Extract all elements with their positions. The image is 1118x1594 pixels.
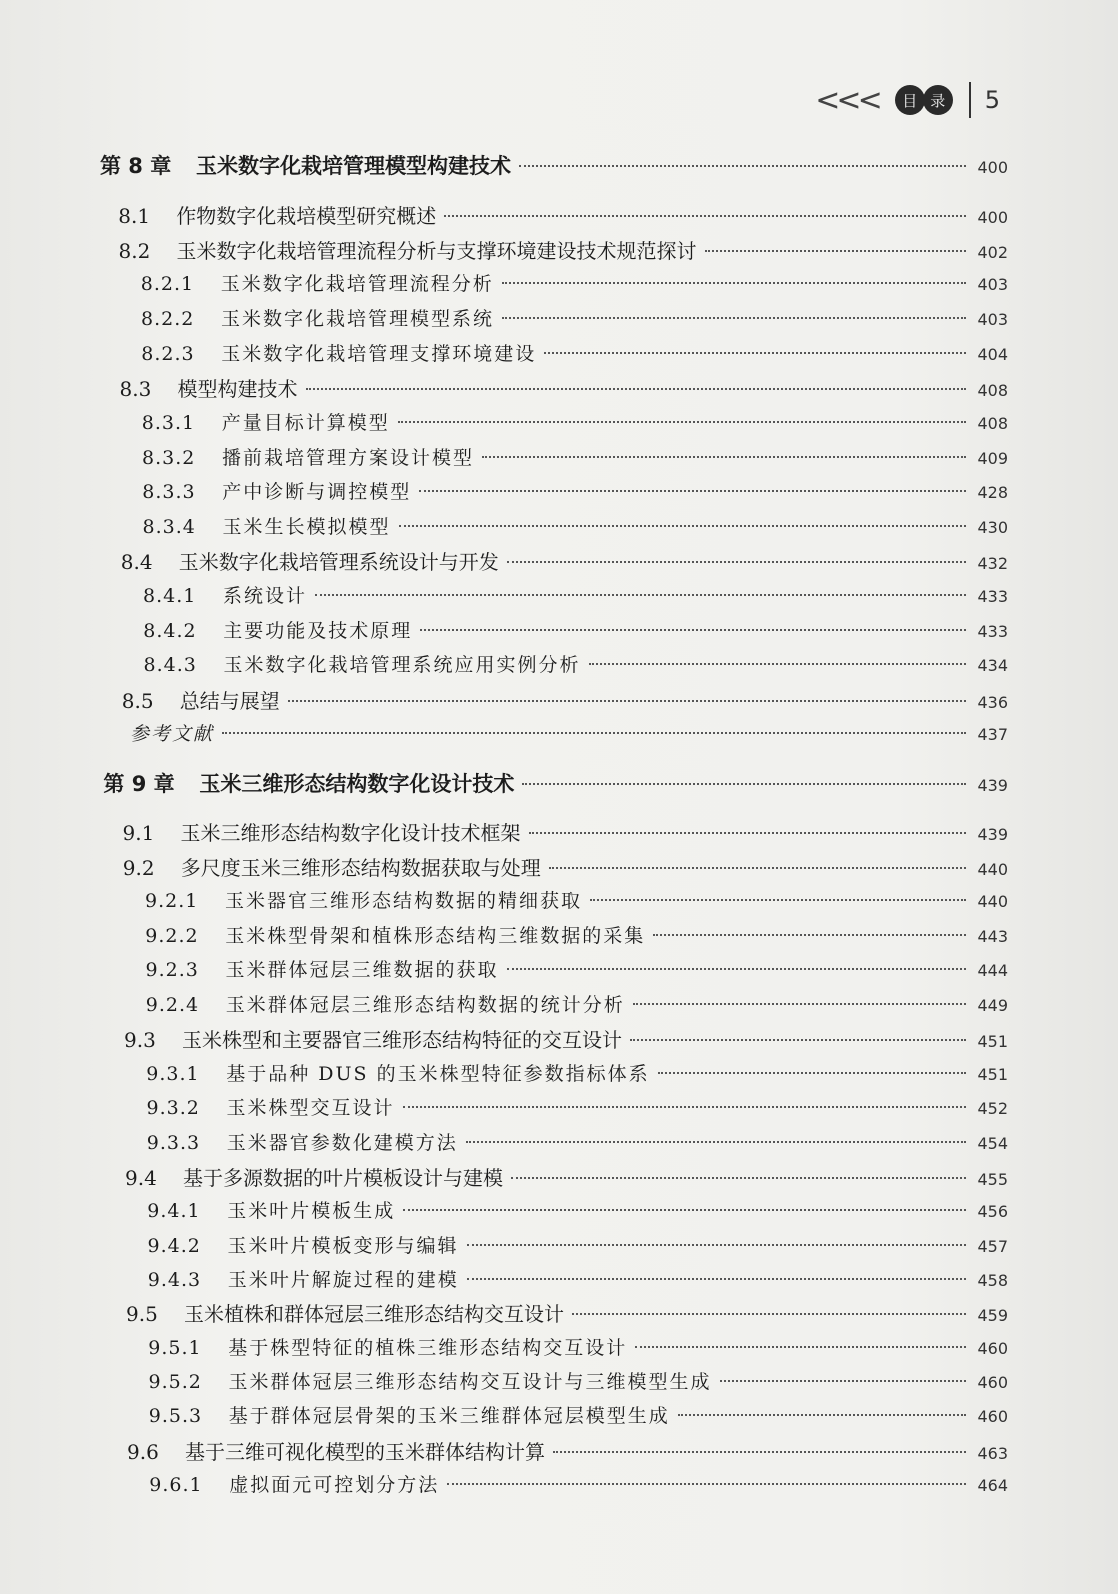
toc-entry-page: 403	[977, 275, 1008, 294]
toc-entry[interactable]	[142, 477, 1008, 507]
dot-leader	[507, 560, 966, 563]
dot-leader	[507, 967, 966, 970]
toc-entry-number: 9.3.3	[146, 1132, 201, 1154]
toc-entry-number: 8.2.1	[140, 273, 195, 295]
toc-entry-title: 系统设计	[223, 585, 308, 607]
toc-entry-number: 9.4.3	[147, 1269, 202, 1291]
contents-badge-2: 录	[923, 85, 953, 115]
dot-leader	[466, 1140, 966, 1143]
toc-entry[interactable]	[147, 1128, 1008, 1158]
toc-entry[interactable]	[127, 1436, 1008, 1466]
toc-entry-title: 基于三维可视化模型的玉米群体结构计算	[185, 1440, 545, 1464]
toc-entry[interactable]	[143, 512, 1009, 542]
toc-entry-page: 400	[977, 208, 1008, 227]
toc-entry[interactable]	[144, 650, 1009, 680]
toc-entry[interactable]	[103, 768, 1008, 798]
toc-entry-number: 第 8 章	[100, 154, 172, 178]
toc-entry-page: 460	[977, 1407, 1008, 1426]
toc-entry-page: 428	[977, 483, 1008, 502]
toc-entry-page: 437	[977, 725, 1008, 744]
toc-entry-title: 玉米数字化栽培管理模型系统	[221, 308, 495, 330]
toc-entry-page: 463	[977, 1444, 1008, 1463]
toc-entry-title: 玉米数字化栽培管理流程分析与支撑环境建设技术规范探讨	[176, 239, 697, 263]
contents-badge-1: 目	[895, 85, 925, 115]
toc-entry-page: 456	[977, 1202, 1008, 1221]
toc-entry-page: 400	[977, 158, 1008, 177]
dot-leader	[522, 782, 966, 785]
toc-entry[interactable]	[143, 581, 1008, 611]
toc-entry[interactable]	[100, 150, 1008, 180]
toc-entry-page: 432	[977, 554, 1008, 573]
toc-entry[interactable]	[141, 269, 1008, 299]
toc-entry-number: 9.2.4	[145, 994, 200, 1016]
toc-entry-number: 8.4.3	[143, 654, 197, 676]
dot-leader	[444, 214, 966, 217]
toc-entry-number: 8.4.2	[143, 620, 197, 642]
dot-leader	[553, 1450, 966, 1453]
dot-leader	[467, 1243, 966, 1246]
toc-entry-page: 408	[977, 381, 1008, 400]
toc-entry[interactable]	[147, 1196, 1008, 1226]
toc-entry-page: 454	[977, 1134, 1008, 1153]
dot-leader	[502, 316, 966, 319]
dot-leader	[288, 699, 966, 702]
toc-entry-title: 作物数字化栽培模型研究概述	[176, 204, 437, 228]
toc-entry-page: 439	[977, 776, 1008, 795]
toc-entry-number: 9.2	[122, 856, 155, 880]
toc-entry[interactable]	[148, 1265, 1008, 1295]
chevrons-icon: <<<	[815, 82, 879, 118]
toc-entry-title: 虚拟面元可控划分方法	[229, 1474, 440, 1496]
dot-leader	[398, 420, 966, 423]
toc-entry-title: 玉米叶片模板变形与编辑	[227, 1235, 459, 1257]
toc-entry-page: 460	[977, 1373, 1008, 1392]
toc-entry[interactable]	[145, 886, 1008, 916]
toc-entry-page: 451	[977, 1032, 1008, 1051]
toc-entry-number: 9.4.1	[147, 1200, 201, 1222]
dot-leader	[590, 898, 966, 901]
dot-leader	[315, 593, 966, 596]
toc-entry-title: 玉米三维形态结构数字化设计技术框架	[180, 821, 521, 845]
toc-entry-number: 8.3.1	[141, 412, 196, 434]
toc-entry-title: 玉米叶片模板生成	[227, 1200, 396, 1222]
toc-entry-page: 434	[977, 656, 1008, 675]
dot-leader	[589, 662, 966, 665]
dot-leader	[403, 1208, 966, 1211]
dot-leader	[678, 1413, 966, 1416]
toc-entry-number: 8.4.1	[143, 585, 197, 607]
toc-entry[interactable]	[145, 921, 1008, 951]
toc-entry-page: 443	[977, 927, 1008, 946]
toc-entry-page: 439	[977, 825, 1008, 844]
toc-entry-page: 433	[977, 622, 1008, 641]
toc-entry[interactable]	[130, 719, 1008, 749]
toc-entry[interactable]	[146, 955, 1009, 985]
toc-entry-number: 9.5.1	[148, 1337, 202, 1359]
toc-entry-title: 玉米群体冠层三维形态结构数据的统计分析	[225, 994, 625, 1016]
toc-entry-title: 基于多源数据的叶片模板设计与建模	[183, 1166, 503, 1190]
dot-leader	[419, 489, 966, 492]
toc-entry[interactable]	[149, 1401, 1008, 1431]
toc-entry-title: 玉米器官三维形态结构数据的精细获取	[225, 890, 583, 912]
dot-leader	[519, 164, 966, 167]
toc-entry-title: 主要功能及技术原理	[223, 620, 413, 642]
dot-leader	[572, 1312, 966, 1315]
toc-entry-page: 459	[977, 1306, 1008, 1325]
toc-entry[interactable]	[118, 200, 1008, 230]
dot-leader	[720, 1379, 966, 1382]
toc-entry[interactable]	[142, 408, 1008, 438]
dot-leader	[222, 731, 966, 734]
toc-entry-number: 8.1	[118, 204, 151, 228]
toc-entry-title: 玉米三维形态结构数字化设计技术	[199, 772, 515, 796]
dot-leader	[549, 866, 966, 869]
toc-entry[interactable]	[149, 1367, 1009, 1397]
dot-leader	[403, 1105, 966, 1108]
toc-entry-page: 455	[977, 1170, 1008, 1189]
toc-entry-title: 参考文献	[130, 723, 215, 745]
toc-entry[interactable]	[148, 1231, 1009, 1261]
dot-leader	[544, 351, 966, 354]
toc-entry-number: 8.3.2	[142, 447, 196, 469]
toc-entry-title: 基于群体冠层骨架的玉米三维群体冠层模型生成	[228, 1405, 670, 1427]
toc-entry-number: 9.6	[127, 1440, 159, 1464]
toc-entry-title: 玉米群体冠层三维形态结构交互设计与三维模型生成	[228, 1371, 712, 1393]
dot-leader	[511, 1176, 966, 1179]
toc-entry-page: 452	[977, 1099, 1008, 1118]
toc-entry[interactable]	[124, 1024, 1008, 1054]
toc-entry[interactable]	[146, 1059, 1008, 1089]
toc-entry-number: 8.2	[118, 239, 151, 263]
dot-leader	[399, 524, 966, 527]
dot-leader	[653, 933, 966, 936]
toc-entry[interactable]	[123, 852, 1008, 882]
toc-entry-title: 播前栽培管理方案设计模型	[222, 447, 475, 469]
toc-entry-page: 403	[977, 310, 1008, 329]
toc-entry-number: 9.3.1	[146, 1063, 200, 1085]
toc-entry-number: 8.2.3	[141, 343, 195, 365]
toc-entry[interactable]	[120, 373, 1009, 403]
toc-entry[interactable]	[119, 235, 1009, 265]
toc-entry-number: 9.5	[126, 1302, 158, 1326]
toc-entry-number: 9.5.2	[148, 1371, 202, 1393]
toc-entry-title: 玉米群体冠层三维数据的获取	[225, 959, 499, 981]
toc-entry[interactable]	[148, 1333, 1008, 1363]
toc-entry-number: 9.3.2	[146, 1097, 200, 1119]
dot-leader	[658, 1071, 966, 1074]
toc-entry-title: 多尺度玉米三维形态结构数据获取与处理	[180, 856, 541, 880]
toc-entry-title: 基于株型特征的植株三维形态结构交互设计	[228, 1337, 628, 1359]
toc-entry-page: 457	[977, 1237, 1008, 1256]
toc-entry-page: 409	[977, 449, 1008, 468]
toc-entry-title: 玉米生长模拟模型	[222, 516, 391, 538]
dot-leader	[630, 1038, 966, 1041]
toc-entry-number: 8.5	[121, 689, 154, 713]
toc-entry[interactable]	[123, 817, 1009, 847]
toc-entry-number: 8.3.3	[142, 481, 196, 503]
toc-entry-page: 436	[977, 693, 1008, 712]
toc-entry-page: 430	[977, 518, 1008, 537]
toc-entry-number: 第 9 章	[103, 772, 175, 796]
toc-entry[interactable]	[141, 339, 1008, 369]
toc-entry-number: 9.2.3	[145, 959, 199, 981]
toc-entry-title: 玉米器官参数化建模方法	[226, 1132, 458, 1154]
toc-entry[interactable]	[143, 616, 1008, 646]
toc-entry-page: 402	[977, 243, 1008, 262]
toc-entry-number: 9.2.2	[145, 925, 199, 947]
toc-entry-number: 9.1	[122, 821, 155, 845]
toc-entry-title: 玉米株型骨架和植株形态结构三维数据的采集	[225, 925, 646, 947]
toc-entry-page: 404	[977, 345, 1008, 364]
toc-entry-title: 基于品种 DUS 的玉米株型特征参数指标体系	[226, 1063, 650, 1085]
toc-entry[interactable]	[125, 1162, 1008, 1192]
toc-entry[interactable]	[149, 1470, 1008, 1500]
toc-entry[interactable]	[147, 1093, 1009, 1123]
toc-entry-number: 9.4	[125, 1166, 157, 1190]
toc-entry-title: 玉米数字化栽培管理系统应用实例分析	[223, 654, 581, 676]
toc-entry-title: 玉米数字化栽培管理系统设计与开发	[178, 550, 499, 574]
toc-entry-title: 产中诊断与调控模型	[222, 481, 412, 503]
toc-entry-title: 玉米数字化栽培管理流程分析	[220, 273, 494, 295]
toc-entry-title: 模型构建技术	[177, 377, 298, 401]
toc-entry-title: 玉米株型和主要器官三维形态结构特征的交互设计	[182, 1028, 622, 1052]
toc-entry-page: 451	[977, 1065, 1008, 1084]
dot-leader	[633, 1002, 966, 1005]
toc-entry-page: 458	[977, 1271, 1008, 1290]
toc-entry-title: 玉米叶片解旋过程的建模	[227, 1269, 459, 1291]
toc-entry-number: 8.2.2	[141, 308, 195, 330]
toc-entry[interactable]	[121, 546, 1008, 576]
dot-leader	[529, 831, 967, 834]
dot-leader	[306, 387, 967, 390]
toc-entry-title: 总结与展望	[179, 689, 280, 713]
toc-entry-title: 玉米植株和群体冠层三维形态结构交互设计	[184, 1302, 564, 1326]
toc-entry-page: 440	[977, 860, 1008, 879]
toc-entry-number: 9.5.3	[148, 1405, 203, 1427]
toc-entry-title: 玉米数字化栽培管理支撑环境建设	[221, 343, 537, 365]
toc-entry-page: 464	[977, 1476, 1008, 1495]
dot-leader	[705, 249, 967, 252]
toc-entry-page: 440	[977, 892, 1008, 911]
toc-entry[interactable]	[126, 1298, 1008, 1328]
toc-entry[interactable]	[141, 304, 1008, 334]
toc-entry-number: 8.3	[119, 377, 152, 401]
toc-entry-title: 玉米数字化栽培管理模型构建技术	[196, 154, 511, 178]
dot-leader	[420, 628, 966, 631]
page-number: 5	[984, 86, 1000, 114]
toc-entry-title: 产量目标计算模型	[221, 412, 390, 434]
dot-leader	[635, 1345, 966, 1348]
toc-entry[interactable]	[142, 443, 1008, 473]
dot-leader	[467, 1277, 966, 1280]
toc-entry-number: 8.3.4	[142, 516, 196, 538]
dot-leader	[447, 1482, 966, 1485]
toc-entry[interactable]	[146, 990, 1008, 1020]
toc-entry-page: 449	[977, 996, 1008, 1015]
dot-leader	[502, 281, 966, 284]
toc-entry[interactable]	[122, 685, 1008, 715]
toc-entry-page: 408	[977, 414, 1008, 433]
toc-entry-number: 9.2.1	[145, 890, 199, 912]
toc-entry-number: 8.4	[120, 550, 153, 574]
dot-leader	[482, 455, 966, 458]
toc-entry-page: 433	[977, 587, 1008, 606]
toc-entry-page: 460	[977, 1339, 1008, 1358]
toc-entry-number: 9.4.2	[147, 1235, 201, 1257]
toc-entry-number: 9.3	[124, 1028, 156, 1052]
toc-entry-title: 玉米株型交互设计	[226, 1097, 395, 1119]
toc-entry-number: 9.6.1	[149, 1474, 203, 1496]
toc-entry-page: 444	[977, 961, 1008, 980]
